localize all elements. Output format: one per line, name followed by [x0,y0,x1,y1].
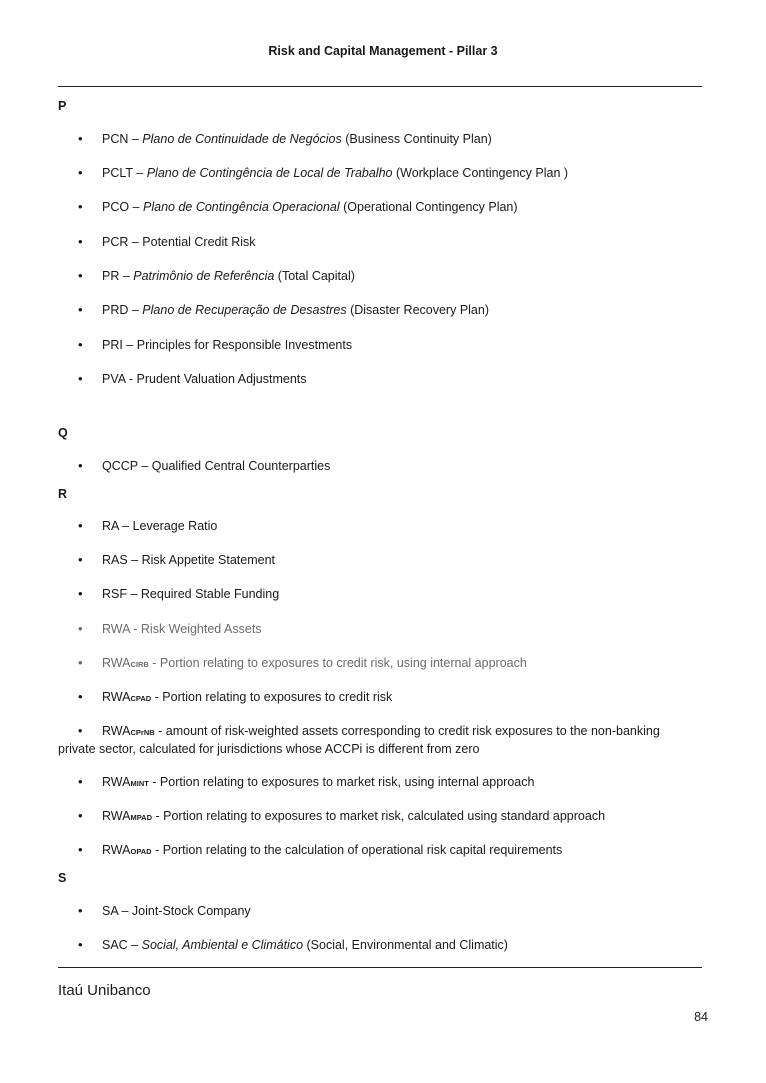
section-letter-p: P [58,99,67,113]
list-item: • PCN – Plano de Continuidade de Negócios (Business Continuity Plan) [78,131,492,146]
bullet-icon: • [78,552,83,567]
list-item: • RWACIRB - Portion relating to exposures to credit risk, using internal approach [78,655,527,670]
bullet-icon: • [78,302,83,317]
list-item: • RWAOPAD - Portion relating to the calculation of operational risk capital requirements [78,842,563,857]
bullet-icon: • [78,621,83,636]
bullet-icon: • [78,655,83,670]
bullet-icon: • [78,268,83,283]
list-item: • RAS – Risk Appetite Statement [78,552,276,567]
list-item: • PCO – Plano de Contingência Operacional (Operational Contingency Plan) [78,199,518,214]
bullet-icon: • [78,199,83,214]
bullet-icon: • [78,371,83,386]
bullet-icon: • [78,689,83,704]
list-item: • RWAMINT - Portion relating to exposures to market risk, using internal approach [78,774,535,789]
footer-company-name: Itaú Unibanco [58,982,151,999]
bullet-icon: • [78,903,83,918]
bullet-icon: • [78,458,83,473]
bullet-icon: • [78,937,83,952]
section-letter-q: Q [58,426,68,440]
page-number: 84 [694,1010,708,1024]
list-item: • RWACPrNB - amount of risk-weighted assets corresponding to credit risk exposures to the non-banking private sector, calculated for jurisdictions whose ACCPi is different from zero [58,724,660,756]
header-divider [58,86,702,87]
list-item: • RWA - Risk Weighted Assets [78,621,262,636]
list-item: • PRI – Principles for Responsible Investments [78,337,353,352]
bullet-icon: • [78,518,83,533]
bullet-icon: • [78,337,83,352]
section-letter-r: R [58,487,68,501]
list-item: • QCCP – Qualified Central Counterparties [78,458,331,473]
bullet-icon: • [78,165,83,180]
list-item: • PRD – Plano de Recuperação de Desastres (Disaster Recovery Plan) [78,302,489,317]
bullet-icon: • [78,774,83,789]
bullet-icon: • [78,234,83,249]
list-item: • RA – Leverage Ratio [78,518,218,533]
bullet-icon: • [78,724,83,738]
list-item: • PVA - Prudent Valuation Adjustments [78,371,307,386]
bullet-icon: • [78,131,83,146]
bullet-icon: • [78,586,83,601]
bullet-icon: • [78,808,83,823]
list-item: • PCR – Potential Credit Risk [78,234,256,249]
list-item: • RWAMPAD - Portion relating to exposures to market risk, calculated using standard approach [78,808,606,823]
page-header-title: Risk and Capital Management - Pillar 3 [268,44,498,58]
list-item: • SAC – Social, Ambiental e Climático (Social, Environmental and Climatic) [78,937,508,952]
bullet-icon: • [78,842,83,857]
list-item: • SA – Joint-Stock Company [78,903,251,918]
section-letter-s: S [58,871,67,885]
footer-divider [58,967,702,968]
list-item: • PR – Patrimônio de Referência (Total Capital) [78,268,355,283]
list-item: • RSF – Required Stable Funding [78,586,280,601]
list-item: • RWACPAD - Portion relating to exposures to credit risk [78,689,393,704]
list-item: • PCLT – Plano de Contingência de Local de Trabalho (Workplace Contingency Plan ) [78,165,569,180]
